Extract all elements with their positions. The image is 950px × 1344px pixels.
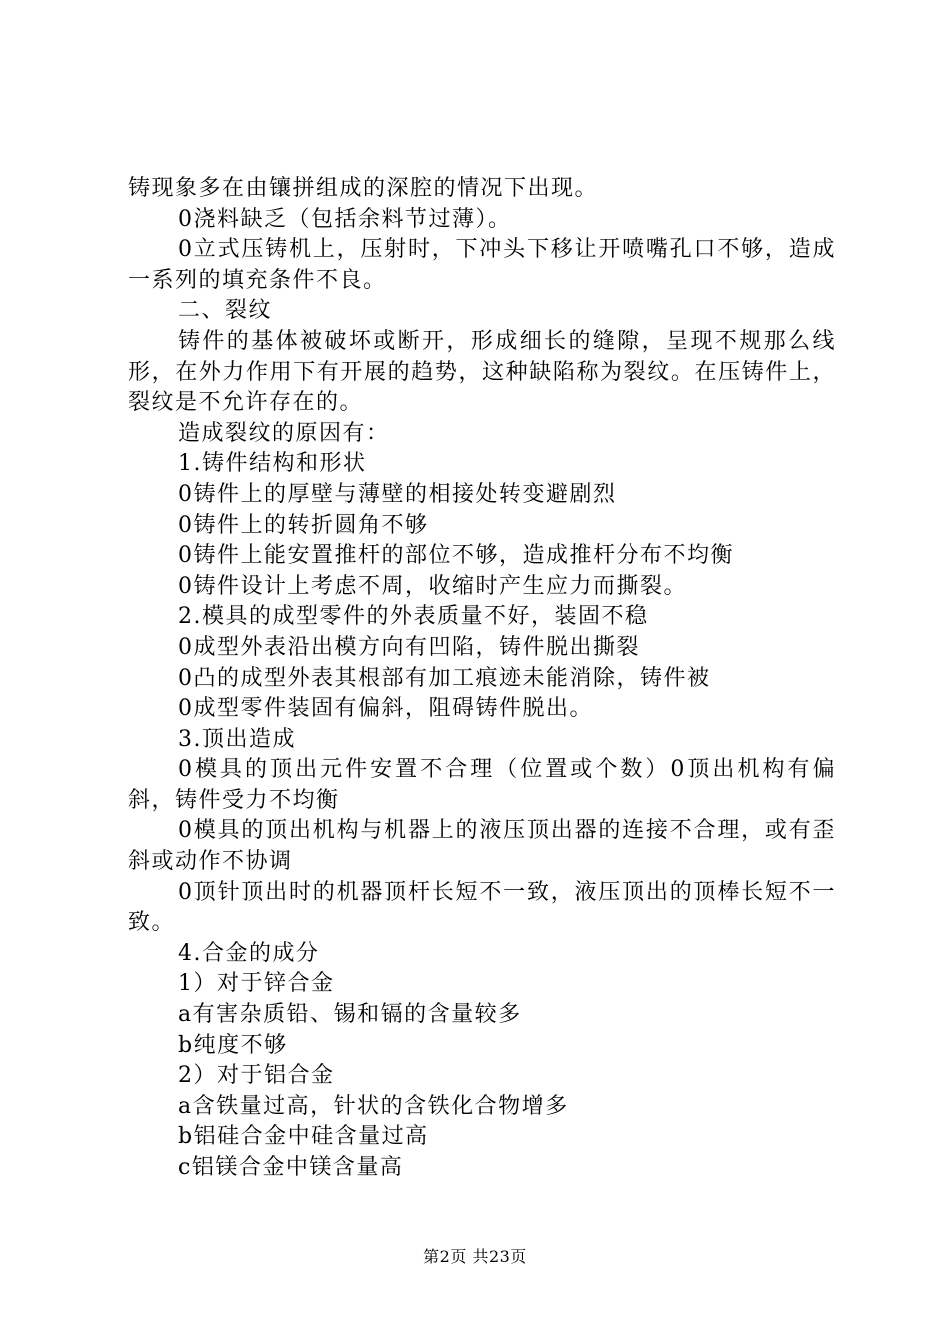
- list-item: 0铸件设计上考虑不周，收缩时产生应力而撕裂。: [178, 573, 687, 599]
- sub-heading: 2）对于铝合金: [178, 1063, 335, 1089]
- list-item: 0成型外表沿出模方向有凹陷，铸件脱出撕裂: [178, 634, 640, 660]
- section-heading: 二、裂纹: [178, 298, 273, 324]
- list-item: b铝硅合金中硅含量过高: [178, 1124, 429, 1150]
- list-heading: 3.顶出造成: [178, 726, 296, 752]
- list-item: a含铁量过高，针状的含铁化合物增多: [178, 1093, 569, 1119]
- paragraph: 铸现象多在由镶拼组成的深腔的情况下出现。: [128, 176, 599, 201]
- list-heading: 4.合金的成分: [178, 940, 320, 966]
- list-item: c铝镁合金中镁含量高: [178, 1155, 404, 1180]
- page-footer: 第2页 共23页: [423, 1247, 527, 1266]
- list-item: 0铸件上能安置推杆的部位不够，造成推杆分布不均衡: [178, 543, 734, 569]
- paragraph: 造成裂纹的原因有：: [178, 420, 390, 446]
- paragraph: 0立式压铸机上，压射时，下冲头下移让开喷嘴孔口不够，造成一系列的填充条件不良。: [128, 237, 836, 293]
- list-heading: 1.铸件结构和形状: [178, 451, 367, 477]
- list-item: a有害杂质铅、锡和镉的含量较多: [178, 1002, 522, 1028]
- list-item: 0铸件上的厚壁与薄壁的相接处转变避剧烈: [178, 481, 617, 507]
- list-item: 0模具的顶出机构与机器上的液压顶出器的连接不合理，或有歪斜或动作不协调: [128, 818, 836, 875]
- list-item: 0成型零件装固有偏斜，阻碍铸件脱出。: [178, 696, 593, 722]
- list-heading: 2.模具的成型零件的外表质量不好，装固不稳: [178, 604, 649, 630]
- list-item: b纯度不够: [178, 1032, 288, 1058]
- paragraph: 铸件的基体被破坏或断开，形成细长的缝隙，呈现不规那么线形，在外力作用下有开展的趋势，这种缺陷称为裂纹。在压铸件上，裂纹是不允许存在的。: [128, 328, 836, 416]
- document-body: [128, 174, 836, 1184]
- paragraph: 0浇料缺乏（包括余料节过薄）。: [178, 206, 512, 232]
- list-item: 0模具的顶出元件安置不合理（位置或个数）0顶出机构有偏斜，铸件受力不均衡: [128, 757, 836, 813]
- sub-heading: 1）对于锌合金: [178, 971, 335, 997]
- list-item: 0顶针顶出时的机器顶杆长短不一致，液压顶出的顶棒长短不一致。: [128, 879, 836, 936]
- list-item: 0铸件上的转折圆角不够: [178, 512, 429, 538]
- list-item: 0凸的成型外表其根部有加工痕迹未能消除，铸件被: [178, 665, 711, 691]
